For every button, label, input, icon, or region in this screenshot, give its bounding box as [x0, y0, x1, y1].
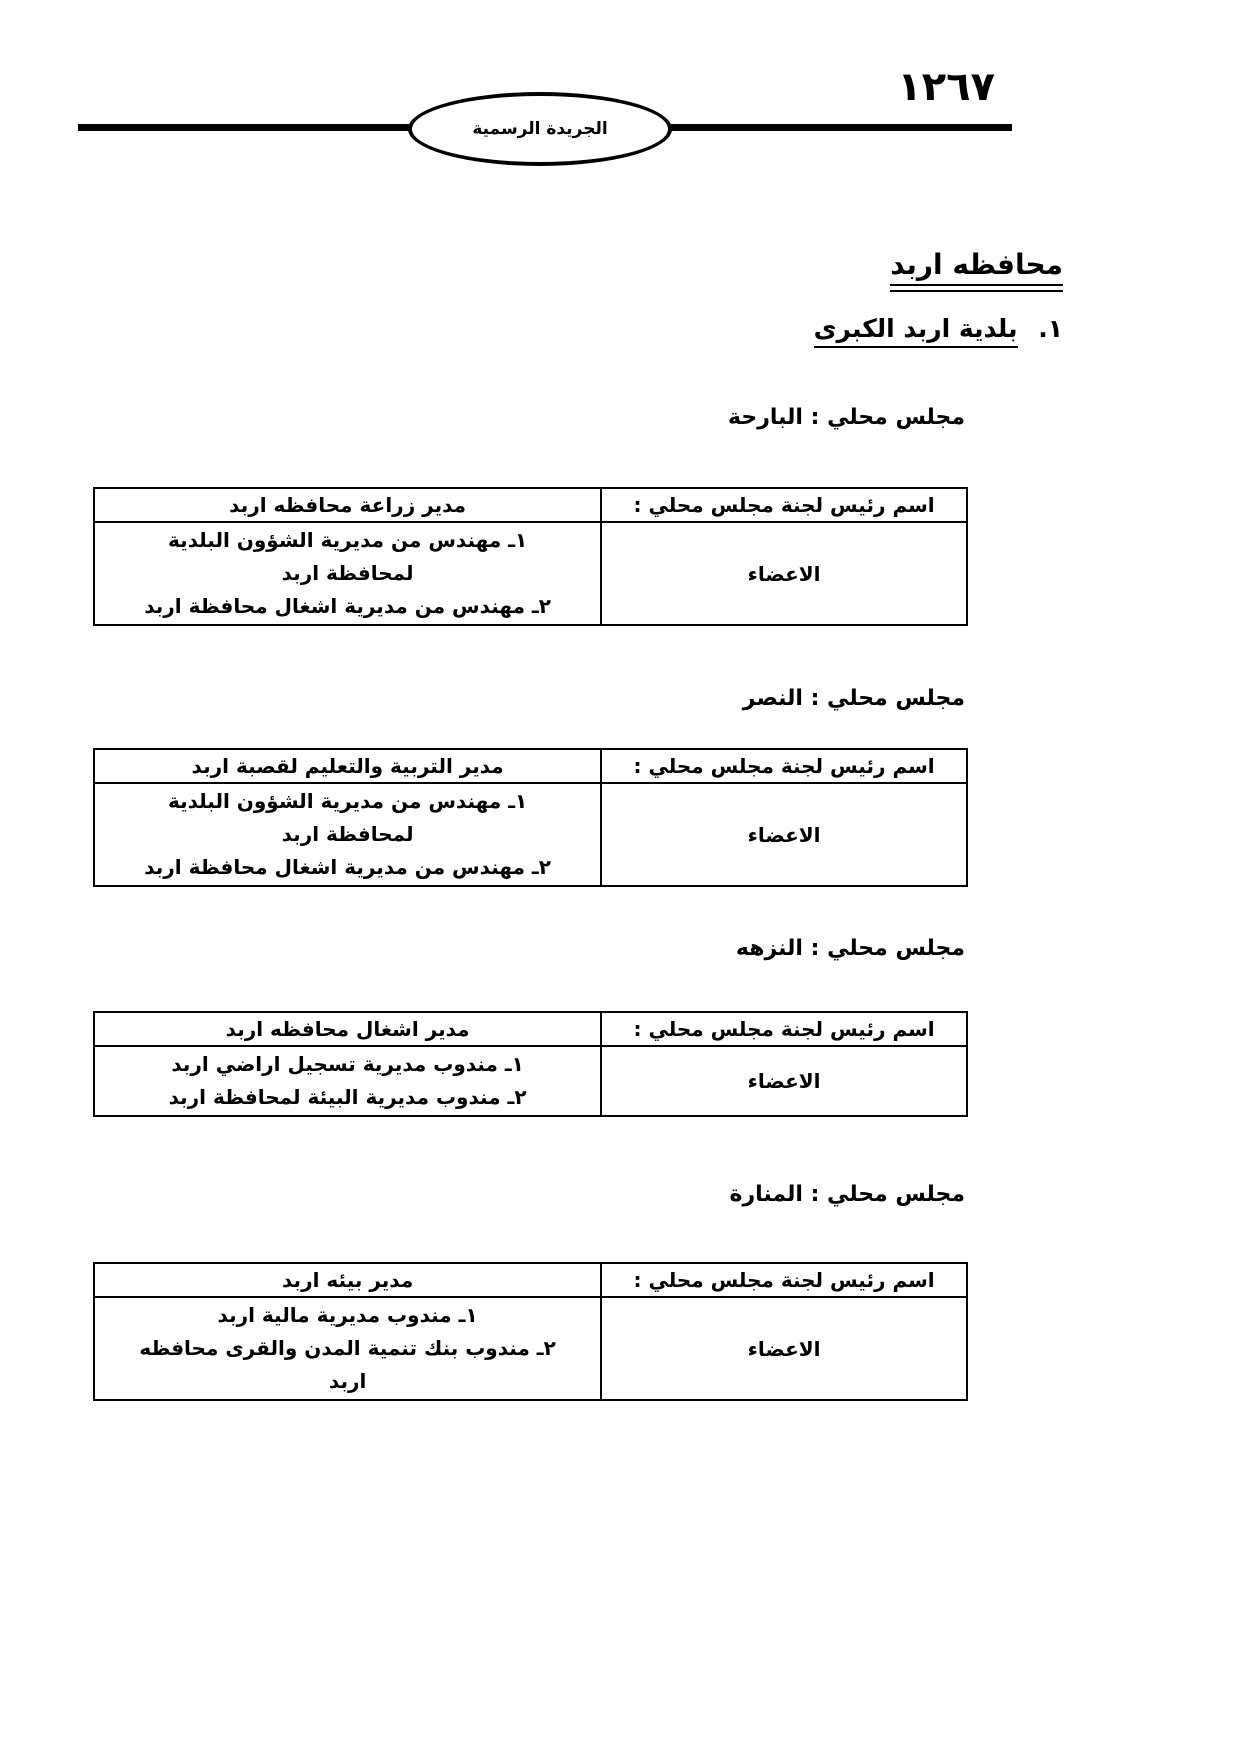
member-line: لمحافظة اربد: [281, 822, 414, 846]
chairman-value-cell: مدير اشغال محافظه اربد: [225, 1017, 470, 1041]
members-value-cell: [95, 523, 600, 624]
member-line: ١ـ مندوب مديرية مالية اربد: [217, 1303, 478, 1327]
chairman-label-cell: اسم رئيس لجنة مجلس محلي :: [600, 1013, 966, 1045]
member-line: ٢ـ مهندس من مديرية اشغال محافظة اربد: [144, 594, 551, 618]
section-heading-nasr: مجلس محلي : النصر: [742, 686, 965, 711]
members-value-cell: [95, 784, 600, 885]
section-heading-nuzha: مجلس محلي : النزهه: [735, 936, 965, 961]
chairman-value-cell: مدير زراعة محافظه اربد: [229, 493, 467, 517]
subtitle-number: ١.: [1038, 314, 1063, 343]
members-label-cell: الاعضاء: [600, 784, 966, 885]
section-heading-manara: مجلس محلي : المنارة: [729, 1182, 965, 1207]
council-table-bareha: [93, 487, 968, 626]
member-line: ٢ـ مندوب بنك تنمية المدن والقرى محافظه: [139, 1336, 556, 1360]
municipality-subtitle: [814, 314, 1063, 348]
chairman-label-cell: اسم رئيس لجنة مجلس محلي :: [600, 1264, 966, 1296]
council-table-nasr: [93, 748, 968, 887]
members-label-cell: الاعضاء: [600, 1298, 966, 1399]
chairman-label-cell: اسم رئيس لجنة مجلس محلي :: [600, 489, 966, 521]
chairman-label-cell: اسم رئيس لجنة مجلس محلي :: [600, 750, 966, 782]
gazette-badge: [408, 92, 672, 166]
subtitle-text: بلدية اربد الكبرى: [814, 314, 1018, 348]
members-label-cell: الاعضاء: [600, 523, 966, 624]
page-title: [890, 248, 1063, 292]
member-line: ٢ـ مهندس من مديرية اشغال محافظة اربد: [144, 855, 551, 879]
member-line: اربد: [328, 1369, 367, 1393]
member-line: ٢ـ مندوب مديرية البيئة لمحافظة اربد: [168, 1085, 527, 1109]
page-number: ١٢٦٧: [897, 64, 995, 110]
member-line: لمحافظة اربد: [281, 561, 414, 585]
member-line: ١ـ مهندس من مديرية الشؤون البلدية: [167, 789, 528, 813]
members-label-cell: الاعضاء: [600, 1047, 966, 1115]
council-table-nuzha: [93, 1011, 968, 1117]
section-heading-bareha: مجلس محلي : البارحة: [728, 405, 965, 430]
chairman-value-cell: مدير التربية والتعليم لقصبة اربد: [191, 754, 504, 778]
council-table-manara: [93, 1262, 968, 1401]
gazette-badge-label: الجريدة الرسمية: [472, 119, 608, 139]
members-value-cell: [95, 1047, 600, 1115]
page-title-text: محافظه اربد: [890, 248, 1063, 286]
member-line: ١ـ مندوب مديرية تسجيل اراضي اربد: [171, 1052, 524, 1076]
member-line: ١ـ مهندس من مديرية الشؤون البلدية: [167, 528, 528, 552]
members-value-cell: [95, 1298, 600, 1399]
chairman-value-cell: مدير بيئه اربد: [282, 1268, 414, 1292]
